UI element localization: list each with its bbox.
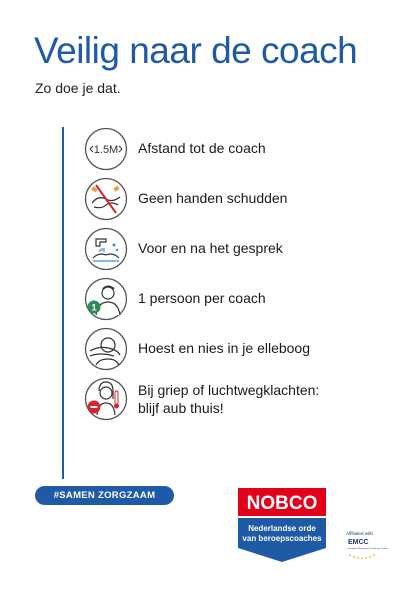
one-person-icon xyxy=(84,277,128,321)
affiliated-text: Affiliated with xyxy=(346,531,373,536)
page-title: Veilig naar de coach xyxy=(34,30,358,71)
cough-elbow-icon xyxy=(84,327,128,371)
distance-value: 1.5M xyxy=(93,144,119,156)
item-label xyxy=(138,381,319,417)
item-label: Afstand tot de coach xyxy=(138,140,266,156)
timeline-line xyxy=(62,127,64,479)
hashtag-badge: #SAMEN ZORGZAAM xyxy=(35,486,174,505)
emcc-sub: European Mentoring & Coaching Council xyxy=(348,548,388,550)
person-count: 1 xyxy=(91,302,97,313)
sick-stay-home-icon xyxy=(84,377,128,421)
item-label: Hoest en nies in je elleboog xyxy=(138,340,311,356)
item-label-line1: Bij griep of luchtwegklachten: xyxy=(138,382,320,398)
emcc-name: EMCC xyxy=(348,539,369,546)
item-label: Voor en na het gesprek xyxy=(138,240,283,256)
no-handshake-icon xyxy=(84,177,128,221)
page-subtitle: Zo doe je dat. xyxy=(35,80,121,96)
item-label: Geen handen schudden xyxy=(138,190,288,206)
distance-icon xyxy=(84,127,128,171)
emcc-logo xyxy=(344,528,390,562)
nobco-name: NOBCO xyxy=(246,493,318,514)
nobco-logo xyxy=(236,487,328,564)
wash-hands-icon xyxy=(84,227,128,271)
item-label-line2: blijf aub thuis! xyxy=(138,400,224,416)
item-label: 1 persoon per coach xyxy=(138,290,266,306)
nobco-line1: Nederlandse orde xyxy=(248,524,316,533)
nobco-line2: van beroepscoaches xyxy=(242,534,322,543)
